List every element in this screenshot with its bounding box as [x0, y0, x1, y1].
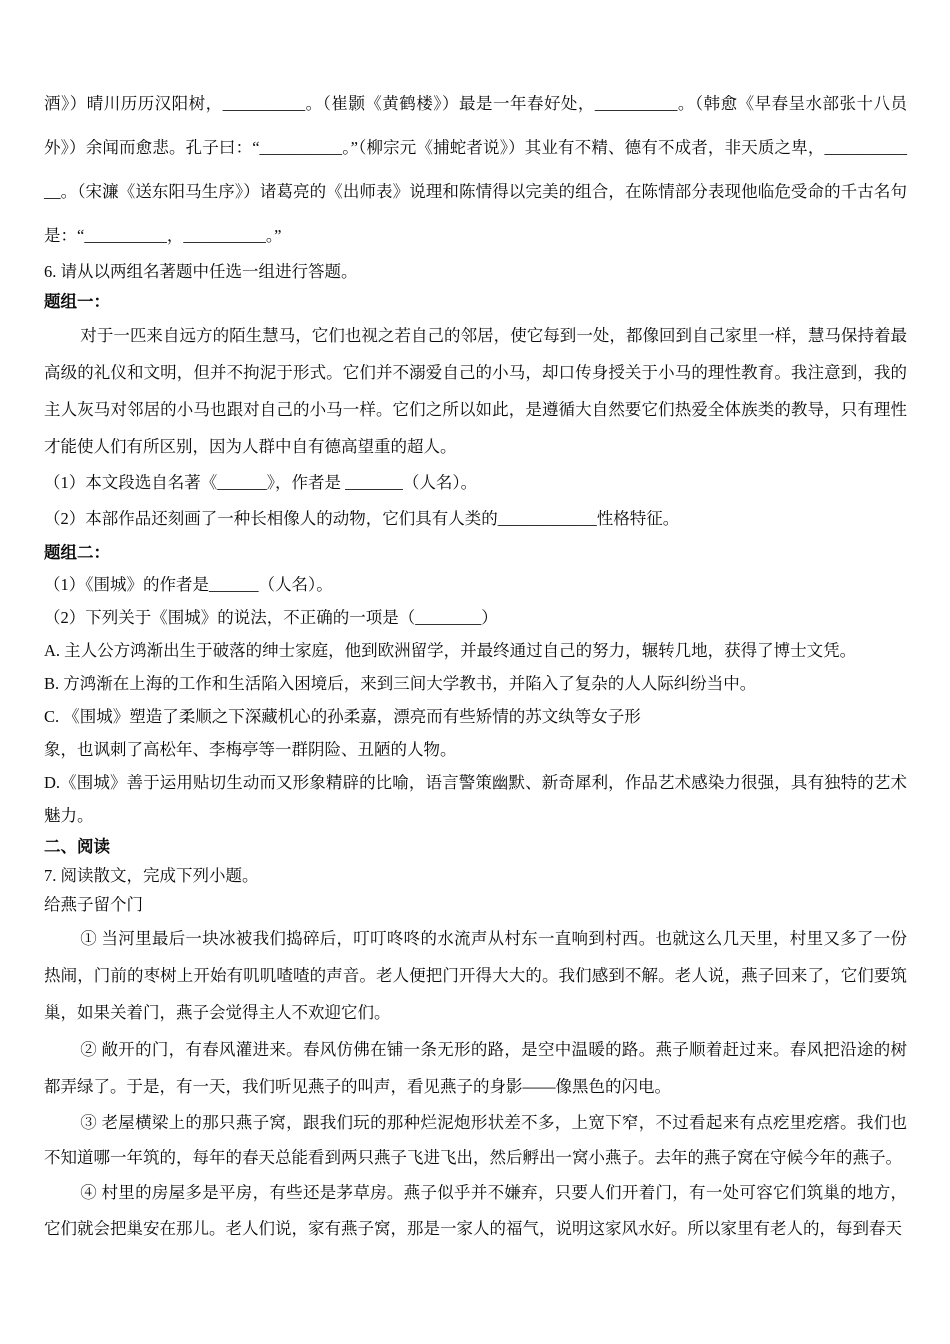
q7-stem: 7. 阅读散文，完成下列小题。 [44, 866, 259, 885]
group1-heading: 题组一： [44, 292, 110, 311]
essay-paragraph-2: ② 敞开的门，有春风灌进来。春风仿佛在铺一条无形的路，是空中温暖的路。燕子顺着赶过来。春风把沿途的树都弄绿了。于是，有一天，我们听见燕子的叫声，看见燕子的身影——像黑色的闪电。 [44, 1040, 907, 1096]
option-d: D.《围城》善于运用贴切生动而又形象精辟的比喻，语言警策幽默、新奇犀利，作品艺术感染力很强，具有独特的艺术魅力。 [44, 773, 907, 825]
q6-stem: 6. 请从以两组名著题中任选一组进行答题。 [44, 262, 358, 281]
essay-paragraph-1: ① 当河里最后一块冰被我们捣碎后，叮叮咚咚的水流声从村东一直响到村西。也就这么几天里，村里又多了一份热闹，门前的枣树上开始有叽叽喳喳的声音。老人便把门开得大大的。我们感到不解。老人说，燕子回来了，它们要筑巢，如果关着门，燕子会觉得主人不欢迎它们。 [44, 929, 907, 1022]
group1-sub-question-2: （2）本部作品还刻画了一种长相像人的动物，它们具有人类的____________性格特征。 [44, 509, 680, 528]
group2-heading: 题组二： [44, 543, 110, 562]
option-a: A. 主人公方鸿渐出生于破落的绅士家庭，他到欧洲留学，并最终通过自己的努力，辗转几地，获得了博士文凭。 [44, 641, 857, 660]
exam-page [44, 82, 907, 1247]
q5-continuation-text: 酒》）晴川历历汉阳树，__________。（崔颢《黄鹤楼》）最是一年春好处，__________。（韩愈《早春呈水部张十八员外》）余闻而愈悲。孔子曰：“__________。”（柳宗元《捕蛇者说》）其业有不精、德有不成者，非天质之卑，____________。（宋濂《送东阳马生序》）诸葛亮的《出师表》说理和陈情得以完美的组合，在陈情部分表现他临危受命的千古名句是：“__________，__________。” [44, 94, 907, 245]
group2-sub-question-1: （1）《围城》的作者是______（人名）。 [44, 575, 333, 594]
essay-paragraph-3: ③ 老屋横梁上的那只燕子窝，跟我们玩的那种烂泥炮形状差不多，上宽下窄，不过看起来有点疙里疙瘩。我们也不知道哪一年筑的，每年的春天总能看到两只燕子飞进飞出，然后孵出一窝小燕子。去年的燕子窝在守候今年的燕子。 [44, 1113, 907, 1167]
group1-sub-question-1: （1）本文段选自名著《______》，作者是 _______（人名）。 [44, 473, 478, 492]
group2-sub-question-2: （2）下列关于《围城》的说法，不正确的一项是（________） [44, 608, 498, 627]
option-c-line2: 象，也讽刺了高松年、李梅亭等一群阴险、丑陋的人物。 [44, 740, 457, 759]
essay-paragraph-4: ④ 村里的房屋多是平房，有些还是茅草房。燕子似乎并不嫌弃，只要人们开着门，有一处可容它们筑巢的地方，它们就会把巢安在那儿。老人们说，家有燕子窝，那是一家人的福气，说明这家风水好。所以家里有老人的，每到春天 [44, 1183, 907, 1238]
option-b: B. 方鸿渐在上海的工作和生活陷入困境后，来到三间大学教书，并陷入了复杂的人人际纠纷当中。 [44, 674, 757, 693]
group1-excerpt: 对于一匹来自远方的陌生慧马，它们也视之若自己的邻居，使它每到一处，都像回到自己家里一样，慧马保持着最高级的礼仪和文明，但并不拘泥于形式。它们并不溺爱自己的小马，却口传身授关于小马的理性教育。我注意到，我的主人灰马对邻居的小马也跟对自己的小马一样。它们之所以如此，是遵循大自然要它们热爱全体族类的教导，只有理性才能使人们有所区别，因为人群中自有德高望重的超人。 [44, 326, 907, 456]
essay-title: 给燕子留个门 [44, 895, 143, 914]
option-c-line1: C. 《围城》塑造了柔顺之下深藏机心的孙柔嘉，漂亮而有些矫情的苏文纨等女子形 [44, 707, 641, 726]
section2-heading: 二、阅读 [44, 837, 110, 856]
